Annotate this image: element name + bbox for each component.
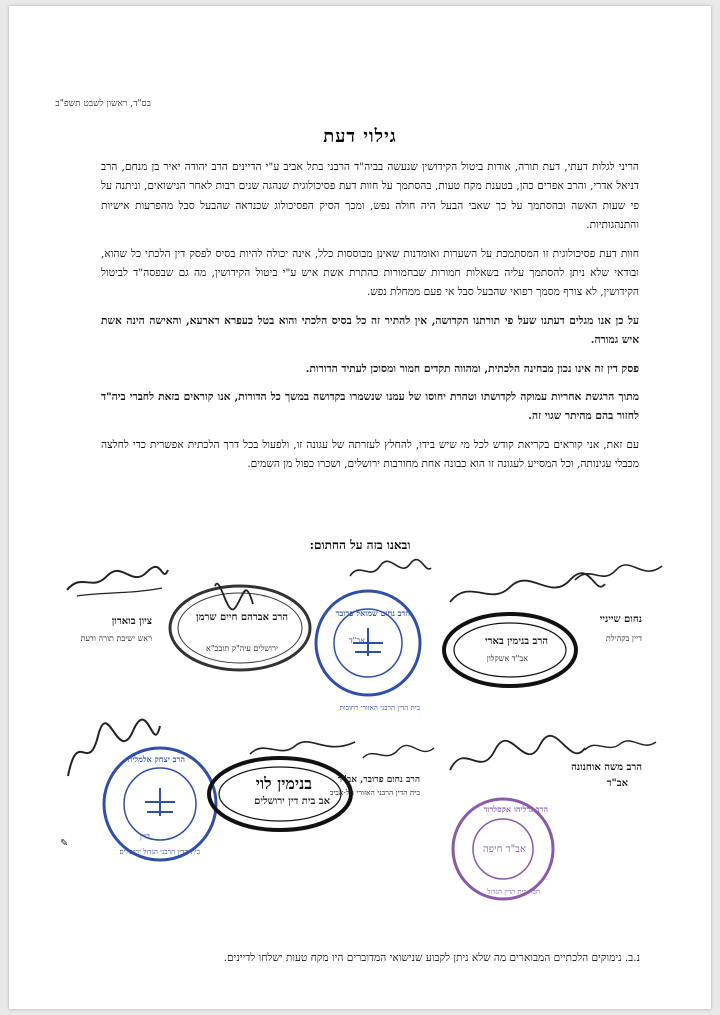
signature-scribble-8: [358, 738, 438, 768]
signer-title-row2-5: אב"ד: [606, 778, 628, 789]
signer-name-row1-1: ציון בוארון: [111, 616, 152, 627]
stamp-name-row1-4: הרב בנימין בארי: [484, 636, 548, 647]
signature-scribble-3: [345, 556, 435, 586]
signature-note-row2-1: ✎: [60, 838, 69, 849]
signature-scribble-9: [440, 730, 590, 790]
paragraph-6: עם זאת, אני קוראים בקריאת קודש לכל מי שיש בידו, להחלץ לעזרתה של עגונה זו, ולפעול בכל דרך הלכתית אפשרית כדי לחלצה מכבלי עגינותה, וכל המסייע לעגונה זו הוא כבונה אחת מחורבות ירושלים, ושכרו כפול מן השמים.: [101, 438, 639, 471]
stamp-name-row2-4: הרב גדליהו אקסלרוד: [483, 804, 548, 814]
paragraph-5: מתוך הרגשת אחריות עמוקה לקדושתו וטהרת יחוסו של עמנו שנשמרו בקדושה במשך כל הדורות, אנו קוראים בזאת לחברי ביה"ד לחזור בהם מהיתר שגוי זה.: [101, 391, 639, 423]
paragraph-4: פסק דין זה אינו נכון מבחינה הלכתית, ומהווה תקדים חמור ומסוכן לעתיד הדורות.: [305, 362, 639, 375]
stamp-ring-row2-1: בית הדין הרבני הגדול ירושלים: [119, 848, 200, 856]
stamp-name-row1-3: הרב נחום שמואל פרובר: [335, 608, 410, 618]
stamp-name-row2-2: בנימין לוי: [255, 774, 312, 793]
paragraph-2: חוות דעת פסיכולוגית זו המסתמכת על השערות ואומדנות שאינן מבוססות כלל, אינה יכולה להיות בסיס לפסק דין הלכתי כל שהוא, ובודאי שלא ניתן להסתמך עליה בשאלות חמורות שבחמורות כהתרת אשת איש ע"י ביטול הקידושין, מה גם שבפסה"ד לביטול הקידושין, לא צורף מסמך רפואי שהבעל סבל אי פעם ממחלת נפש.: [101, 247, 639, 299]
signer-name-row2-5: הרב משה אוחנונה: [571, 762, 642, 773]
paragraph-3: על כן אנו מגלים דעתנו שעל פי תורתנו הקדושה, אין להתיר זה כל בסיס הלכתי והוא בטל כעפרא דארעא, והאישה הינה אשת איש גמורה.: [101, 314, 639, 347]
stamp-ring-row2-4: חבר בית הדין הגדול: [487, 888, 540, 896]
signature-intro: ובאנו בזה על החתום:: [309, 538, 411, 552]
stamp-sub-row1-2: ירושלים עיה"ק תובב"א: [206, 644, 278, 653]
signer-name-row1-5: נחום שייניי: [599, 614, 642, 625]
signature-scribble-10: [580, 734, 660, 758]
signature-scribble-5: [570, 558, 670, 590]
stamp-name-row2-1: הרב יצחק אלמליח: [127, 754, 185, 764]
signature-scribble-7: [245, 734, 365, 764]
stamp-sub-row2-1: דיין: [139, 832, 150, 841]
stamp-row1-3: [313, 588, 423, 698]
paragraph-1: הריני לגלות דעתי, דעת תורה, אודות ביטול הקידושין שנעשה בביה"ד הרבני בתל אביב ע"י הדיינים הרב יהודה יאיר בן מנחם, הרב דניאל אדרי, והרב אפרים כהן, בטענת מקח טעות, בהסתמך על חוות דעת פסיכולוגית שנהגה שנים רבות לאחר הנישואים, וניתנה על פי שעות האשה ובהסתמך על כך שאבי הבעל היה חולה נפש, ומכך הסיק הפסיכולוג שכנראה שהבעל סבל מהפרעות אישיות והתנהגותיות.: [101, 161, 639, 232]
footnote: נ.ב. נימוקים הלכתיים המבוארים מה שלא ניתן לקבוע שנישואי המדוברים היו מקח טעות ישלחו לדיינים.: [223, 952, 640, 964]
stamp-sub-row1-3: אב"ד: [348, 636, 365, 645]
stamp-sub-row2-2: אב בית דין ירושלים: [254, 796, 330, 807]
signer-title-row1-5: דיין בקהילת: [605, 634, 642, 643]
stamp-sub-row1-4: אב"ד אשקלון: [486, 654, 528, 663]
signer-title-row1-1: ראש ישיבת תורה ודעת: [80, 634, 152, 643]
stamp-name-row1-2: הרב אברהם חיים שרמן: [196, 612, 288, 623]
stamp-row1-4: [440, 610, 580, 690]
signatures-area: [0, 548, 720, 928]
stamp-ring-row1-3: בית הדין הרבני האזורי רחובות: [339, 704, 420, 712]
stamp-sub-row2-4: אב"ד חיפה: [483, 844, 526, 855]
signature-scribble-1: [62, 562, 172, 602]
stamp-name-row2-3: הרב נחום פרובר, אב"ד: [337, 775, 420, 785]
stamp-row1-2: [165, 578, 315, 678]
document-body: [101, 158, 639, 484]
stamp-sub-row2-3: בית הדין הרבני האזורי תל-אביב: [329, 788, 420, 797]
header-date-note: בס"ד, ראשון לשבט תשפ"ב: [55, 99, 151, 109]
document-title: גילוי דעת: [323, 126, 397, 147]
